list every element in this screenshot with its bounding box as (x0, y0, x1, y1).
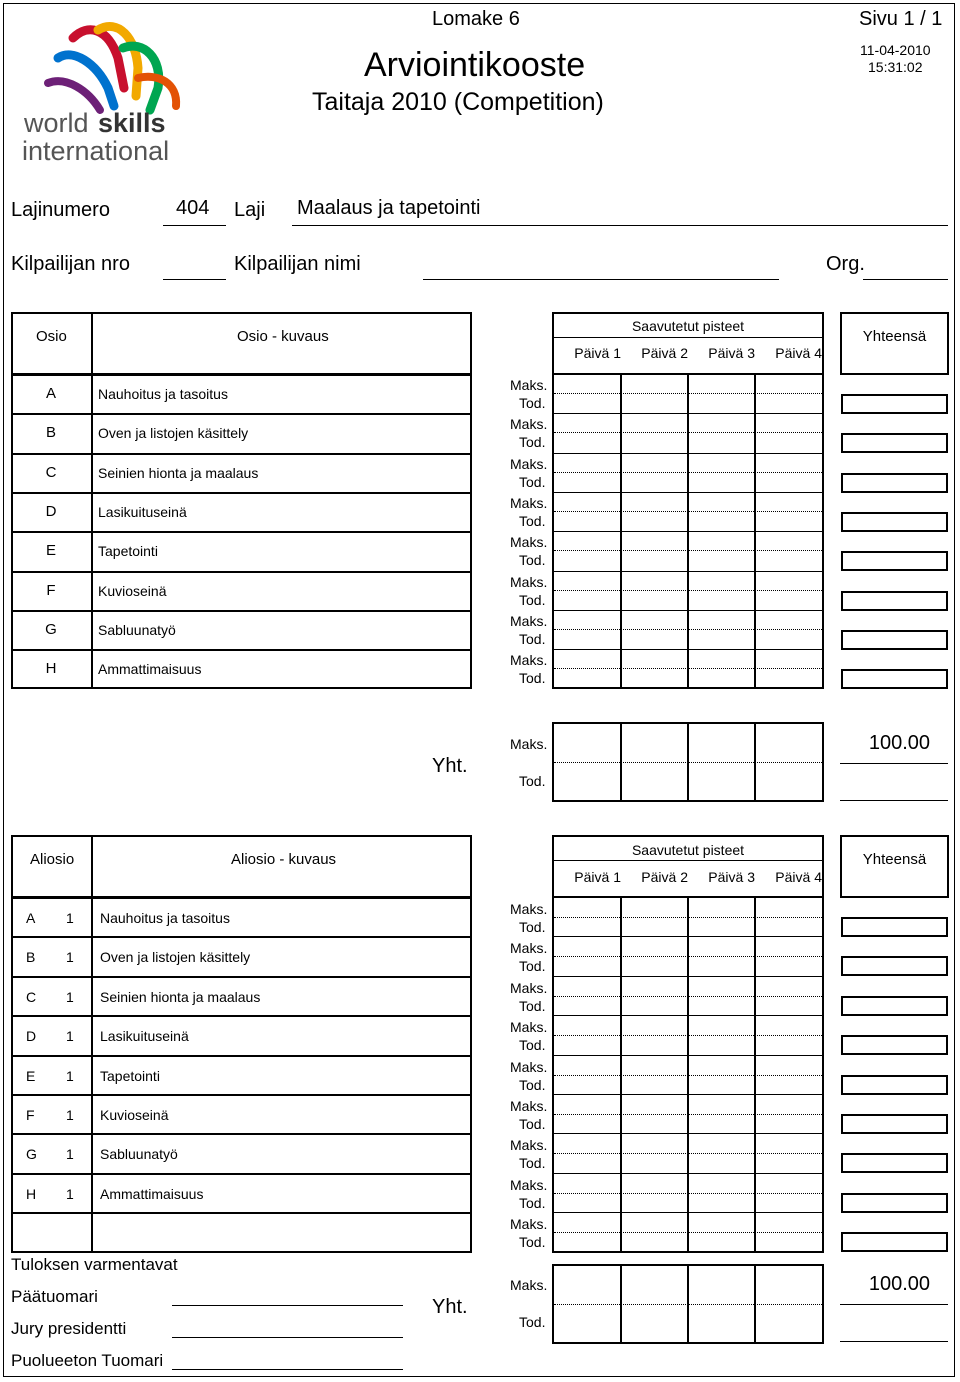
subsection-row-max-label: Maks. (510, 940, 548, 957)
form-label: Lomake 6 (432, 8, 520, 30)
section-sum-dotted (554, 762, 822, 763)
independent-expert-signature-field[interactable] (172, 1369, 403, 1370)
section-row-code: G (45, 620, 57, 638)
subsection-total-header: Yhteensä (862, 851, 927, 868)
subsection-sum-actual-label: Tod. (519, 1314, 546, 1330)
worldskills-logo (18, 18, 198, 166)
section-row-max-label: Maks. (510, 455, 548, 472)
section-row-description: Seinien hionta ja maalaus (98, 464, 259, 481)
table-row-separator (552, 531, 824, 532)
subsection-row-number: 1 (66, 1185, 74, 1202)
table-row-separator (11, 1055, 472, 1057)
section-row-dotted (554, 590, 822, 591)
subsection-col-header: Aliosio (30, 851, 75, 868)
section-row-code: F (46, 581, 56, 599)
competitor-number-field[interactable] (163, 279, 226, 280)
independent-expert-label: Puolueeton Tuomari (11, 1351, 164, 1370)
table-row-separator (11, 1212, 472, 1214)
section-row-dotted (554, 550, 822, 551)
section-row-dotted (554, 668, 822, 669)
subsection-row-dotted (554, 956, 822, 957)
section-row-total-field[interactable] (841, 473, 948, 493)
org-field[interactable] (863, 279, 948, 280)
subsection-row-total-field[interactable] (841, 1075, 948, 1095)
skill-label: Laji (234, 199, 266, 221)
table-row-separator (552, 453, 824, 454)
subsection-row-code: C (26, 988, 37, 1005)
table-row-separator (552, 1173, 824, 1174)
section-row-dotted (554, 432, 822, 433)
subsection-row-code: F (26, 1107, 35, 1123)
section-row-actual-label: Tod. (519, 552, 546, 569)
subsection-row-dotted (554, 996, 822, 997)
subsection-day3-header: Päivä 3 (708, 869, 755, 885)
page-title: Arviointikooste (364, 46, 586, 84)
logo-text-world: world (24, 108, 89, 138)
section-sum-actual-field[interactable] (840, 800, 948, 801)
subsection-row-number: 1 (66, 1107, 74, 1123)
subsection-row-code: B (26, 949, 36, 966)
competitor-number-label: Kilpailijan nro (11, 253, 130, 275)
subsection-row-description: Oven ja listojen käsittely (100, 949, 251, 966)
section-points-header-sep (552, 337, 824, 338)
skill-number-line (163, 225, 226, 226)
table-row-separator (11, 610, 472, 612)
skill-name-value: Maalaus ja tapetointi (297, 197, 481, 219)
subsection-row-max-label: Maks. (510, 901, 548, 917)
section-sum-label: Yht. (432, 755, 468, 777)
section-desc-col-header: Osio - kuvaus (237, 328, 329, 345)
table-row-separator (552, 1094, 824, 1095)
subsection-row-dotted (554, 1035, 822, 1036)
subsection-day4-header: Päivä 4 (775, 869, 822, 885)
subsection-row-dotted (554, 1114, 822, 1115)
subsection-row-description: Kuvioseinä (100, 1107, 169, 1123)
section-row-total-field[interactable] (841, 394, 948, 414)
subsection-day1-header: Päivä 1 (574, 869, 621, 885)
section-row-actual-label: Tod. (519, 512, 546, 529)
chief-expert-signature-field[interactable] (172, 1305, 403, 1306)
section-row-max-label: Maks. (510, 573, 548, 590)
subsection-row-description: Nauhoitus ja tasoitus (100, 910, 230, 926)
section-sum-max-label: Maks. (510, 736, 548, 752)
logo-brush-strokes (48, 26, 176, 110)
table-row-separator (11, 531, 472, 533)
subsection-row-description: Ammattimaisuus (100, 1185, 204, 1202)
section-row-description: Ammattimaisuus (98, 661, 202, 678)
subsection-sum-label: Yht. (432, 1296, 468, 1318)
subsection-row-total-field[interactable] (841, 1153, 948, 1173)
table-row-separator (552, 413, 824, 414)
subsection-row-total-field[interactable] (841, 917, 948, 937)
competitor-name-field[interactable] (423, 279, 779, 280)
chief-expert-label: Päätuomari (11, 1287, 98, 1306)
subsection-achieved-points: Saavutetut pisteet (631, 842, 745, 858)
subsection-row-max-label: Maks. (510, 1019, 548, 1036)
table-row-separator (11, 492, 472, 494)
subsection-row-number: 1 (66, 1067, 74, 1084)
subsection-points-header-sep (552, 860, 824, 861)
table-row-separator (552, 610, 824, 611)
page-subtitle: Taitaja 2010 (Competition) (312, 88, 604, 116)
section-row-dotted (554, 393, 822, 394)
section-row-max-label: Maks. (510, 494, 548, 511)
table-row-separator (11, 976, 472, 978)
section-row-actual-label: Tod. (519, 591, 546, 608)
subsection-row-total-field[interactable] (841, 996, 948, 1016)
subsection-row-dotted (554, 1232, 822, 1233)
section-row-actual-label: Tod. (519, 630, 546, 647)
subsection-row-code: H (26, 1185, 37, 1202)
subsection-day2-header: Päivä 2 (641, 869, 688, 885)
section-row-actual-label: Tod. (519, 473, 546, 490)
section-row-actual-label: Tod. (519, 395, 546, 411)
subsection-row-code: G (26, 1146, 37, 1163)
subsection-row-dotted (554, 917, 822, 918)
subsection-row-actual-label: Tod. (519, 1116, 546, 1132)
subsection-row-actual-label: Tod. (519, 997, 546, 1014)
section-achieved-points: Saavutetut pisteet (631, 318, 745, 334)
subsection-row-total-field[interactable] (841, 1232, 948, 1252)
subsection-row-total-field[interactable] (841, 1114, 948, 1134)
print-time: 15:31:02 (868, 59, 923, 75)
subsection-row-total-field[interactable] (841, 1035, 948, 1055)
subsection-row-dotted (554, 1193, 822, 1194)
print-date: 11-04-2010 (860, 42, 931, 58)
subsection-row-number: 1 (66, 910, 74, 926)
table-row-separator (11, 1015, 472, 1017)
section-row-max-label: Maks. (510, 534, 548, 551)
competitor-name-label: Kilpailijan nimi (234, 253, 361, 275)
subsection-row-number: 1 (66, 1028, 74, 1045)
section-row-code: B (45, 424, 56, 442)
section-row-total-field[interactable] (841, 433, 948, 453)
table-row-separator (552, 976, 824, 977)
table-row-separator (11, 571, 472, 573)
section-row-total-field[interactable] (841, 669, 948, 689)
table-row-separator (552, 936, 824, 937)
section-total-header: Yhteensä (862, 328, 927, 345)
subsection-row-actual-label: Tod. (519, 1234, 546, 1251)
section-row-actual-label: Tod. (519, 670, 546, 687)
subsection-row-max-label: Maks. (510, 1058, 548, 1075)
table-row-separator (552, 1133, 824, 1134)
section-row-description: Tapetointi (98, 543, 158, 560)
section-sum-max-value: 100.00 (868, 732, 930, 754)
subsection-row-max-label: Maks. (510, 1098, 548, 1114)
table-row-separator (11, 649, 472, 651)
section-col-header: Osio (36, 328, 67, 345)
subsection-row-description: Seinien hionta ja maalaus (100, 988, 261, 1005)
subsection-row-description: Sabluunatyö (100, 1146, 178, 1163)
section-day1-header: Päivä 1 (574, 345, 621, 361)
table-row-separator (552, 1212, 824, 1213)
section-row-max-label: Maks. (510, 377, 548, 393)
subsection-sum-dotted (554, 1304, 822, 1305)
skill-number-value: 404 (176, 197, 210, 219)
subsection-row-number: 1 (66, 1146, 74, 1163)
subsection-row-actual-label: Tod. (519, 1155, 546, 1172)
section-row-total-field[interactable] (841, 512, 948, 532)
table-row-separator (552, 649, 824, 650)
section-row-description: Oven ja listojen käsittely (98, 425, 249, 442)
subsection-row-dotted (554, 1153, 822, 1154)
subsection-row-code: D (26, 1028, 37, 1045)
subsection-row-actual-label: Tod. (519, 919, 546, 935)
table-row-separator (552, 571, 824, 572)
subsection-row-description: Tapetointi (100, 1067, 160, 1084)
section-row-max-label: Maks. (510, 612, 548, 629)
jury-president-label: Jury presidentti (11, 1319, 127, 1338)
section-day3-header: Päivä 3 (708, 345, 755, 361)
section-sum-max-line (840, 763, 948, 764)
subsection-row-total-field[interactable] (841, 956, 948, 976)
section-row-total-field[interactable] (841, 551, 948, 571)
subsection-row-code: A (26, 910, 36, 926)
skill-name-line (292, 225, 948, 226)
section-row-code: A (45, 385, 56, 402)
subsection-row-dotted (554, 1075, 822, 1076)
subsection-desc-col-header: Aliosio - kuvaus (231, 851, 337, 868)
section-row-description: Kuvioseinä (98, 582, 167, 599)
subsection-body-divider (91, 897, 93, 1253)
section-row-dotted (554, 511, 822, 512)
subsection-row-actual-label: Tod. (519, 1194, 546, 1211)
table-row-separator (11, 1094, 472, 1096)
subsection-sum-actual-field[interactable] (840, 1341, 948, 1342)
section-row-max-label: Maks. (510, 652, 548, 669)
section-row-dotted (554, 629, 822, 630)
section-row-code: E (45, 542, 56, 560)
subsection-sum-max-label: Maks. (510, 1277, 548, 1293)
section-row-total-field[interactable] (841, 630, 948, 650)
section-row-total-field[interactable] (841, 591, 948, 611)
table-row-separator (11, 936, 472, 938)
section-day2-header: Päivä 2 (641, 345, 688, 361)
section-row-code: D (45, 502, 57, 520)
subsection-row-max-label: Maks. (510, 979, 548, 996)
subsection-row-max-label: Maks. (510, 1176, 548, 1193)
section-row-description: Lasikuituseinä (98, 503, 187, 520)
subsection-row-description: Lasikuituseinä (100, 1028, 189, 1045)
org-label: Org. (826, 253, 865, 275)
section-row-code: C (45, 463, 57, 481)
subsection-header-divider (91, 835, 93, 898)
subsection-row-max-label: Maks. (510, 1216, 548, 1233)
subsection-row-max-label: Maks. (510, 1137, 548, 1154)
section-row-description: Nauhoitus ja tasoitus (98, 386, 228, 402)
subsection-row-code: E (26, 1067, 36, 1084)
subsection-row-actual-label: Tod. (519, 958, 546, 975)
subsection-row-number: 1 (66, 988, 74, 1005)
page-indicator: Sivu 1 / 1 (859, 8, 943, 30)
section-sum-actual-label: Tod. (519, 773, 546, 789)
section-header-divider (91, 312, 93, 375)
table-row-separator (552, 492, 824, 493)
table-row-separator (11, 413, 472, 415)
subsection-row-total-field[interactable] (841, 1193, 948, 1213)
section-row-description: Sabluunatyö (98, 621, 176, 638)
table-row-separator (552, 1055, 824, 1056)
table-row-separator (11, 453, 472, 455)
table-row-separator (11, 1173, 472, 1175)
skill-number-label: Lajinumero (11, 199, 110, 221)
table-row-separator (11, 1133, 472, 1135)
subsection-sum-max-line (840, 1304, 948, 1305)
section-row-actual-label: Tod. (519, 434, 546, 451)
subsection-row-actual-label: Tod. (519, 1076, 546, 1093)
section-day4-header: Päivä 4 (775, 345, 822, 361)
table-row-separator (552, 1015, 824, 1016)
jury-president-signature-field[interactable] (172, 1337, 403, 1338)
subsection-row-actual-label: Tod. (519, 1037, 546, 1054)
subsection-sum-max-value: 100.00 (868, 1273, 930, 1295)
section-row-code: H (45, 660, 57, 678)
logo-text-international: international (22, 136, 170, 166)
subsection-row-number: 1 (66, 949, 74, 966)
section-row-dotted (554, 472, 822, 473)
logo-text-skills: skills (98, 108, 166, 138)
section-row-max-label: Maks. (510, 416, 548, 433)
signatures-heading: Tuloksen varmentavat (11, 1255, 178, 1274)
